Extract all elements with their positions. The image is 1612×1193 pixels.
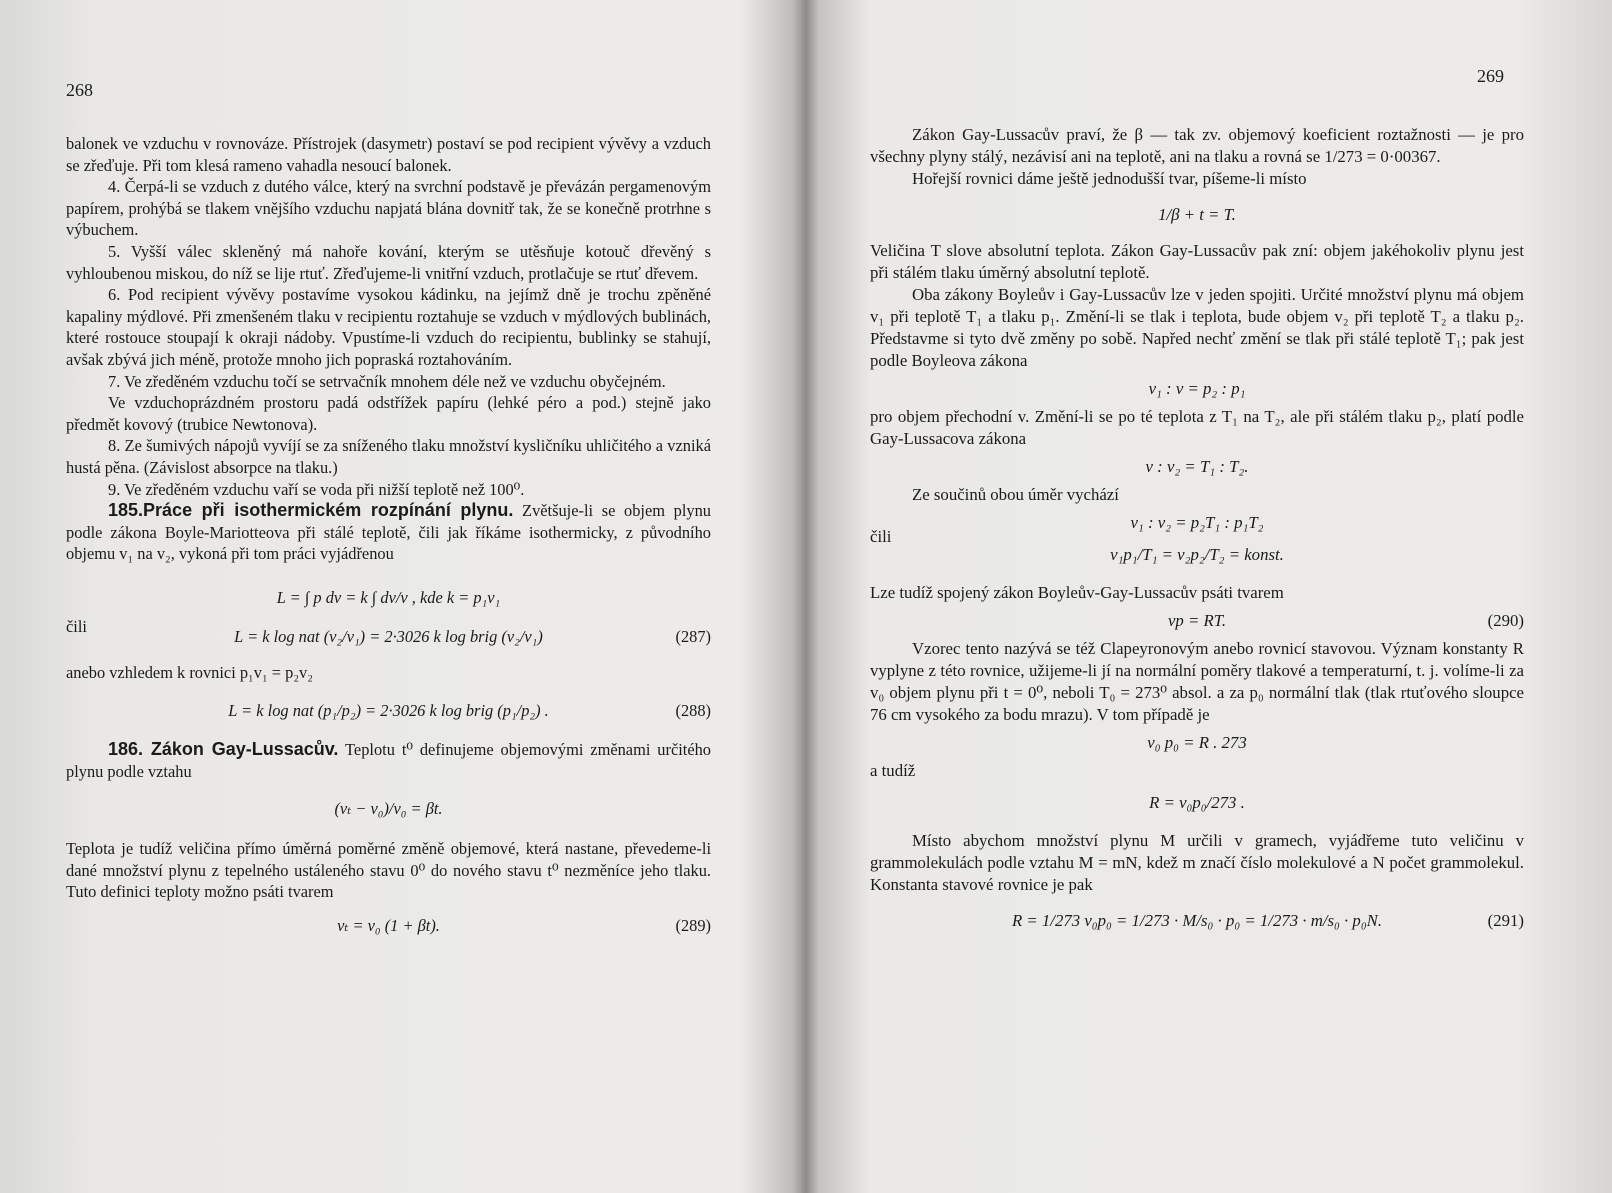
equation-290 (870, 610, 1524, 632)
equation-text: v₁p₁/T₁ = v₂p₂/T₂ = konst. (1110, 545, 1284, 564)
paragraph: Lze tudíž spojený zákon Boyleův-Gay-Lussacův psáti tvarem (870, 583, 1284, 602)
section-185 (66, 500, 711, 565)
equation-291 (870, 910, 1524, 932)
paragraph: Ze součinů obou úměr vychází (912, 485, 1119, 504)
paragraph: Místo abychom množství plynu M určili v gramech, vyjádřeme tuto veličinu v grammolekulách podle vztahu M = mN, kdež m značí číslo molekulové a N počet grammolekul. Konstanta stavové rovnice je pak (870, 831, 1524, 894)
equation-T: 1/β + t = T. (1158, 205, 1236, 224)
equation-number: (288) (675, 700, 711, 720)
paragraph: Ve vzduchoprázdném prostoru padá odstřížek papíru (lehké péro a pod.) stejně jako předmět kovový (trubice Newtonova). (66, 393, 711, 434)
paragraph: a tudíž (870, 761, 916, 780)
right-page (806, 0, 1612, 1193)
paragraph: Zákon Gay-Lussacův praví, že β — tak zv. objemový koeficient roztažnosti — je pro všechny plyny stálý, nezávisí ani na teplotě, ani na tlaku a rovná se 1/273 = 0·00367. (870, 125, 1524, 166)
equation-c: v₁ : v₂ = p₂T₁ : p₁T₂ (1130, 513, 1264, 532)
right-text-column (870, 124, 1524, 946)
equation-289 (66, 915, 711, 937)
left-page (0, 0, 800, 1193)
cili-label: čili (66, 617, 87, 637)
equation-text: vₜ = v₀ (1 + βt). (337, 915, 440, 935)
page-number: 269 (1477, 66, 1504, 86)
paragraph: 7. Ve zředěném vzduchu točí se setrvačník mnohem déle než ve vzduchu obyčejném. (108, 371, 666, 391)
equation-text: R = 1/273 v₀p₀ = 1/273 · M/s₀ · p₀ = 1/273 · m/s₀ · p₀N. (1011, 911, 1383, 930)
section-heading: 186. Zákon Gay-Lussacův. (108, 739, 339, 760)
section-heading: 185.Práce při isothermickém rozpínání plynu. (108, 500, 514, 521)
paragraph: 9. Ve zředěném vzduchu vaří se voda při nižší teplotě než 100⁰. (108, 479, 525, 499)
cili-label: čili (870, 527, 892, 546)
section-text: Zvětšuje-li se objem plynu podle zákona Boyle-Mariotteova při stálé teplotě, čili jak říkáme isothermicky, z původního objemu v₁ na v₂, vykoná při tom práci vyjádřenou (66, 501, 711, 564)
paragraph: 4. Čerpá-li se vzduch z dutého válce, který na svrchní podstavě je převázán pergamenovým papírem, prohýbá se tlakem vnějšího vzduchu napjatá blána dovnitř tak, že se konečně protrhne s výbuchem. (66, 177, 711, 240)
paragraph: 6. Pod recipient vývěvy postavíme vysokou kádinku, na jejímž dně je trochu zpěněné kapaliny mýdlové. Při zmenšeném tlaku v recipientu roztahuje se vzduch v mýdlových bublinách, které rostouce stoupají k okraji nádoby. Vpustíme-li vzduch do recipientu, bublinky se stahují, avšak zbývá jich méně, protože mnoho jich popraská roztahováním. (66, 285, 711, 369)
equation-number: (287) (675, 627, 711, 647)
page-number: 268 (66, 80, 93, 100)
equation-number: (289) (675, 915, 711, 935)
left-text-column (66, 133, 711, 948)
equation-number: (290) (1487, 611, 1524, 630)
paragraph: Vzorec tento nazývá se též Clapeyronovým anebo rovnicí stavovou. Význam konstanty R vyplyne z této rovnice, užijeme-li jí na normální poměry tlakové a temperaturní, t. j. volíme-li za v₀ objem plynu při t = 0⁰, neboli T₀ = 273⁰ absol. a za p₀ normální tlak (tlak rtuťového sloupce 76 cm vysokého za bodu mrazu). V tom případě je (870, 639, 1524, 724)
section-text: Teplotu t⁰ definujeme objemovými změnami určitého plynu podle vztahu (66, 740, 711, 781)
paragraph: 5. Vyšší válec skleněný má nahoře kování, kterým se utěsňuje kotouč dřevěný s vyhloubenou miskou, do níž se lije rtuť. Zřeďujeme-li vnitřní vzduch, protlačuje se rtuť dřevem. (66, 241, 711, 283)
equation-text: L = k log nat (v₂/v₁) = 2·3026 k log brig (v₂/v₁) (234, 627, 543, 647)
equation-text: vp = RT. (1167, 611, 1227, 630)
equation-a: v₁ : v = p₂ : p₁ (1148, 379, 1246, 398)
equation-288 (66, 700, 711, 722)
equation-b: v : v₂ = T₁ : T₂. (1145, 457, 1249, 476)
equation-287 (66, 617, 711, 648)
equation-L: L = ∫ p dv = k ∫ dv/v , kde k = p₁v₁ (276, 587, 501, 607)
paragraph: Veličina T slove absolutní teplota. Zákon Gay-Lussacův pak zní: objem jakéhokoliv plynu jest při stálém tlaku úměrný absolutní teplotě. (870, 241, 1524, 282)
section-186 (66, 739, 711, 782)
paragraph: balonek ve vzduchu v rovnováze. Přístrojek (dasymetr) postaví se pod recipient vývěvy a vzduch se zřeďuje. Při tom klesá rameno vahadla nesoucí balonek. (66, 134, 711, 175)
equation-f: R = v₀p₀/273 . (1149, 793, 1245, 812)
paragraph: Teplota je tudíž veličina přímo úměrná poměrné změně objemové, která nastane, převedeme-li dané množství plynu z tepelného ustáleného stavu 0⁰ do nového stavu t⁰ nezměníce jeho tlaku. Tuto definici teploty možno psáti tvarem (66, 839, 711, 902)
equation-beta: (vₜ − v₀)/v₀ = βt. (334, 799, 443, 819)
paragraph: anebo vzhledem k rovnici p₁v₁ = p₂v₂ (66, 663, 313, 683)
equation-e: v₀ p₀ = R . 273 (1147, 733, 1247, 752)
paragraph: Oba zákony Boyleův i Gay-Lussacův lze v jeden spojiti. Určité množství plynu má objem v₁ při teplotě T₁ a tlaku p₁. Změní-li se tlak i teplota, bude objem v₂ při teplotě T₂ a tlaku p₂. Představme si tyto dvě změny po sobě. Napřed nechť změní se tlak při stálé teplotě T₁; pak jest podle Boyleova zákona (870, 285, 1524, 370)
equation-d (870, 527, 1524, 566)
paragraph: Hořejší rovnici dáme ještě jednodušší tvar, píšeme-li místo (912, 169, 1307, 188)
equation-number: (291) (1487, 911, 1524, 930)
paragraph: 8. Ze šumivých nápojů vyvíjí se za sníženého tlaku množství kysličníku uhličitého a vzniká hustá pěna. (Závislost absorpce na tlaku.) (66, 436, 711, 477)
paragraph: pro objem přechodní v. Změní-li se po té teplota z T₁ na T₂, ale při stálém tlaku p₂, platí podle Gay-Lussacova zákona (870, 407, 1524, 448)
equation-text: L = k log nat (p₁/p₂) = 2·3026 k log brig (p₁/p₂) . (228, 700, 549, 720)
